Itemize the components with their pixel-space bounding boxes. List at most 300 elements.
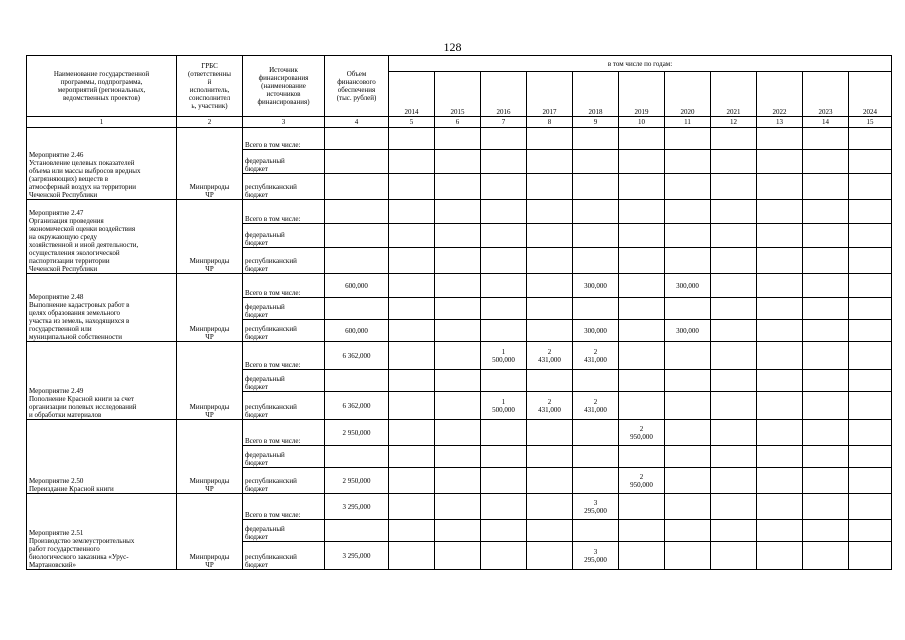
funding-source-text: республиканский бюджет bbox=[245, 183, 297, 199]
year-amount bbox=[803, 224, 849, 248]
year-amount bbox=[849, 274, 892, 298]
year-amount bbox=[619, 392, 665, 420]
year-amount bbox=[665, 392, 711, 420]
year-amount bbox=[389, 420, 435, 446]
year-amount bbox=[527, 446, 573, 468]
year-amount bbox=[711, 274, 757, 298]
year-amount bbox=[481, 174, 527, 200]
funding-source-text: республиканский бюджет bbox=[245, 325, 297, 341]
year-amount: 300,000 bbox=[573, 274, 619, 298]
column-number: 9 bbox=[573, 117, 619, 128]
measure-grbs-text: Минприроды ЧР bbox=[189, 325, 230, 341]
year-amount bbox=[711, 392, 757, 420]
year-amount bbox=[711, 520, 757, 542]
year-amount bbox=[573, 128, 619, 150]
year-amount bbox=[619, 342, 665, 370]
year-amount bbox=[389, 248, 435, 274]
year-amount bbox=[711, 128, 757, 150]
year-amount: 3 295,000 bbox=[573, 542, 619, 570]
header-year: 2016 bbox=[481, 72, 527, 117]
year-amount bbox=[573, 150, 619, 174]
year-amount bbox=[435, 446, 481, 468]
year-amount bbox=[389, 298, 435, 320]
column-number: 7 bbox=[481, 117, 527, 128]
year-amount bbox=[527, 174, 573, 200]
year-amount bbox=[573, 420, 619, 446]
table-row bbox=[27, 420, 892, 446]
column-number: 1 bbox=[27, 117, 177, 128]
year-amount bbox=[803, 320, 849, 342]
year-amount bbox=[803, 174, 849, 200]
measure-grbs-text: Минприроды ЧР bbox=[189, 257, 230, 273]
year-amount bbox=[481, 520, 527, 542]
year-amount bbox=[573, 248, 619, 274]
year-amount bbox=[527, 520, 573, 542]
year-amount bbox=[435, 128, 481, 150]
header-year: 2024 bbox=[849, 72, 892, 117]
year-amount bbox=[757, 128, 803, 150]
year-amount bbox=[389, 128, 435, 150]
year-amount bbox=[481, 248, 527, 274]
year-amount bbox=[757, 520, 803, 542]
year-amount bbox=[481, 468, 527, 494]
funding-volume: 3 295,000 bbox=[325, 494, 389, 520]
year-amount bbox=[849, 392, 892, 420]
funding-source-text: республиканский бюджет bbox=[245, 257, 297, 273]
year-amount bbox=[481, 298, 527, 320]
year-amount bbox=[389, 494, 435, 520]
year-amount: 2 431,000 bbox=[527, 392, 573, 420]
year-amount bbox=[481, 274, 527, 298]
year-amount bbox=[803, 370, 849, 392]
year-amount bbox=[757, 320, 803, 342]
year-amount: 2 950,000 bbox=[619, 420, 665, 446]
measure-grbs-text: Минприроды ЧР bbox=[189, 477, 230, 493]
year-amount bbox=[573, 370, 619, 392]
funding-volume bbox=[325, 174, 389, 200]
measure-grbs-text: Минприроды ЧР bbox=[189, 183, 230, 199]
year-amount bbox=[803, 200, 849, 224]
year-amount bbox=[711, 494, 757, 520]
header-name bbox=[27, 56, 177, 117]
year-amount bbox=[849, 446, 892, 468]
funding-volume bbox=[325, 298, 389, 320]
year-amount bbox=[665, 128, 711, 150]
column-number: 6 bbox=[435, 117, 481, 128]
year-amount bbox=[435, 420, 481, 446]
funding-source bbox=[243, 392, 325, 420]
funding-source bbox=[243, 320, 325, 342]
funding-source-text: республиканский бюджет bbox=[245, 477, 297, 493]
measure-name-text: Мероприятие 2.51 Производство землеустроительных работ государственного биологического заказника «Урус- Мартановский» bbox=[29, 529, 135, 569]
year-amount bbox=[481, 128, 527, 150]
budget-table bbox=[26, 55, 892, 570]
year-amount bbox=[435, 224, 481, 248]
funding-volume: 2 950,000 bbox=[325, 420, 389, 446]
year-amount bbox=[619, 446, 665, 468]
year-amount bbox=[619, 520, 665, 542]
year-amount bbox=[435, 174, 481, 200]
year-amount bbox=[803, 542, 849, 570]
year-amount bbox=[711, 542, 757, 570]
year-amount bbox=[803, 446, 849, 468]
year-amount bbox=[665, 248, 711, 274]
year-amount bbox=[711, 224, 757, 248]
year-amount bbox=[435, 274, 481, 298]
header-volume bbox=[325, 56, 389, 117]
funding-source bbox=[243, 150, 325, 174]
year-amount bbox=[711, 174, 757, 200]
year-amount bbox=[527, 320, 573, 342]
year-amount bbox=[803, 468, 849, 494]
year-amount bbox=[803, 248, 849, 274]
funding-source-text: Всего в том числе: bbox=[245, 141, 301, 149]
year-amount bbox=[849, 248, 892, 274]
year-amount: 300,000 bbox=[665, 274, 711, 298]
column-number: 3 bbox=[243, 117, 325, 128]
year-amount bbox=[435, 542, 481, 570]
measure-grbs bbox=[177, 342, 243, 420]
funding-source-text: Всего в том числе: bbox=[245, 437, 301, 445]
year-amount bbox=[849, 224, 892, 248]
header-year: 2020 bbox=[665, 72, 711, 117]
measure-name bbox=[27, 342, 177, 420]
measure-name-text: Мероприятие 2.47 Организация проведения экономической оценки воздействия на окружающую среду хозяйственной и иной деятельности, осуществления экологической паспортизации территории Чеченской Республики bbox=[29, 209, 139, 273]
header-year: 2021 bbox=[711, 72, 757, 117]
measure-grbs bbox=[177, 200, 243, 274]
table-row bbox=[27, 200, 892, 224]
year-amount bbox=[803, 494, 849, 520]
year-amount: 2 431,000 bbox=[573, 392, 619, 420]
measure-name-text: Мероприятие 2.48 Выполнение кадастровых работ в целях образования земельного участка из земель, находящихся в государственной или муниципальной собственности bbox=[29, 293, 130, 341]
funding-source-text: федеральный бюджет bbox=[245, 303, 285, 319]
funding-volume: 600,000 bbox=[325, 320, 389, 342]
year-amount bbox=[435, 298, 481, 320]
year-amount bbox=[435, 150, 481, 174]
year-amount bbox=[757, 274, 803, 298]
column-number: 10 bbox=[619, 117, 665, 128]
year-amount bbox=[573, 298, 619, 320]
header-year: 2019 bbox=[619, 72, 665, 117]
year-amount bbox=[527, 370, 573, 392]
year-amount bbox=[665, 520, 711, 542]
column-number: 13 bbox=[757, 117, 803, 128]
funding-volume: 6 362,000 bbox=[325, 392, 389, 420]
year-amount bbox=[849, 298, 892, 320]
funding-source-text: федеральный бюджет bbox=[245, 375, 285, 391]
measure-name-text: Мероприятие 2.46 Установление целевых показателей объема или массы выбросов вредных (загрязняющих) веществ в атмосферный воздух на территории Чеченской Республики bbox=[29, 151, 141, 199]
year-amount bbox=[389, 150, 435, 174]
year-amount: 300,000 bbox=[573, 320, 619, 342]
year-amount bbox=[527, 420, 573, 446]
year-amount bbox=[527, 468, 573, 494]
year-amount bbox=[849, 342, 892, 370]
year-amount bbox=[803, 274, 849, 298]
column-number: 2 bbox=[177, 117, 243, 128]
funding-volume bbox=[325, 248, 389, 274]
header-source-text: Источник финансирования (наименование источников финансирования) bbox=[257, 66, 310, 106]
year-amount bbox=[481, 224, 527, 248]
measure-grbs bbox=[177, 274, 243, 342]
year-amount bbox=[665, 342, 711, 370]
year-amount bbox=[389, 520, 435, 542]
year-amount bbox=[619, 248, 665, 274]
year-amount bbox=[849, 420, 892, 446]
year-amount bbox=[803, 392, 849, 420]
year-amount bbox=[481, 446, 527, 468]
year-amount bbox=[665, 446, 711, 468]
year-amount bbox=[803, 342, 849, 370]
year-amount bbox=[757, 542, 803, 570]
year-amount bbox=[849, 200, 892, 224]
measure-name-text: Мероприятие 2.49 Пополнение Красной книги за счет организации полевых исследований и обработки материалов bbox=[29, 387, 137, 419]
funding-source bbox=[243, 128, 325, 150]
year-amount bbox=[573, 446, 619, 468]
year-amount bbox=[389, 468, 435, 494]
year-amount bbox=[757, 446, 803, 468]
column-number: 4 bbox=[325, 117, 389, 128]
year-amount bbox=[757, 150, 803, 174]
year-amount bbox=[573, 200, 619, 224]
column-number: 8 bbox=[527, 117, 573, 128]
year-amount bbox=[435, 320, 481, 342]
funding-source-text: федеральный бюджет bbox=[245, 157, 285, 173]
year-amount bbox=[803, 150, 849, 174]
year-amount bbox=[481, 200, 527, 224]
funding-source bbox=[243, 542, 325, 570]
year-amount bbox=[757, 370, 803, 392]
header-name-text: Наименование государственной программы, подпрограмма, мероприятий (региональных, ведомственных проектов) bbox=[53, 70, 150, 102]
measure-grbs bbox=[177, 128, 243, 200]
header-grbs bbox=[177, 56, 243, 117]
funding-source bbox=[243, 420, 325, 446]
funding-source bbox=[243, 248, 325, 274]
year-amount bbox=[527, 248, 573, 274]
year-amount bbox=[389, 274, 435, 298]
year-amount bbox=[711, 468, 757, 494]
year-amount bbox=[665, 150, 711, 174]
year-amount bbox=[527, 298, 573, 320]
year-amount bbox=[711, 248, 757, 274]
funding-source bbox=[243, 200, 325, 224]
year-amount bbox=[435, 494, 481, 520]
year-amount bbox=[481, 542, 527, 570]
table-row bbox=[27, 128, 892, 150]
year-amount bbox=[619, 150, 665, 174]
year-amount bbox=[803, 420, 849, 446]
funding-source-text: Всего в том числе: bbox=[245, 361, 301, 369]
year-amount bbox=[619, 320, 665, 342]
year-amount bbox=[389, 392, 435, 420]
year-amount bbox=[527, 150, 573, 174]
funding-volume: 600,000 bbox=[325, 274, 389, 298]
year-amount bbox=[389, 446, 435, 468]
year-amount bbox=[527, 128, 573, 150]
measure-name bbox=[27, 494, 177, 570]
table-row bbox=[27, 274, 892, 298]
year-amount bbox=[481, 150, 527, 174]
funding-volume bbox=[325, 200, 389, 224]
year-amount bbox=[619, 200, 665, 224]
year-amount bbox=[573, 468, 619, 494]
column-number: 11 bbox=[665, 117, 711, 128]
year-amount bbox=[527, 200, 573, 224]
header-year: 2014 bbox=[389, 72, 435, 117]
year-amount: 2 431,000 bbox=[527, 342, 573, 370]
year-amount bbox=[849, 494, 892, 520]
year-amount bbox=[711, 200, 757, 224]
year-amount bbox=[665, 298, 711, 320]
measure-name bbox=[27, 200, 177, 274]
year-amount bbox=[619, 274, 665, 298]
funding-source bbox=[243, 342, 325, 370]
year-amount bbox=[665, 370, 711, 392]
funding-source bbox=[243, 494, 325, 520]
header-source bbox=[243, 56, 325, 117]
header-by-year: в том числе по годам: bbox=[389, 56, 892, 72]
year-amount bbox=[665, 224, 711, 248]
year-amount bbox=[435, 370, 481, 392]
year-amount bbox=[757, 200, 803, 224]
year-amount bbox=[619, 370, 665, 392]
year-amount bbox=[803, 128, 849, 150]
header-year: 2022 bbox=[757, 72, 803, 117]
year-amount: 2 950,000 bbox=[619, 468, 665, 494]
funding-source bbox=[243, 224, 325, 248]
year-amount bbox=[619, 224, 665, 248]
year-amount bbox=[711, 342, 757, 370]
header-year: 2015 bbox=[435, 72, 481, 117]
table-row bbox=[27, 342, 892, 370]
funding-source bbox=[243, 520, 325, 542]
funding-volume: 3 295,000 bbox=[325, 542, 389, 570]
year-amount bbox=[665, 420, 711, 446]
funding-source-text: федеральный бюджет bbox=[245, 451, 285, 467]
year-amount bbox=[711, 298, 757, 320]
funding-source bbox=[243, 446, 325, 468]
year-amount bbox=[711, 150, 757, 174]
year-amount bbox=[665, 200, 711, 224]
year-amount bbox=[527, 224, 573, 248]
year-amount bbox=[619, 174, 665, 200]
year-amount bbox=[389, 542, 435, 570]
table-row bbox=[27, 494, 892, 520]
year-amount: 300,000 bbox=[665, 320, 711, 342]
year-amount bbox=[757, 224, 803, 248]
year-amount bbox=[849, 370, 892, 392]
year-amount bbox=[711, 370, 757, 392]
year-amount bbox=[389, 200, 435, 224]
year-amount bbox=[435, 342, 481, 370]
column-number: 15 bbox=[849, 117, 892, 128]
measure-name bbox=[27, 420, 177, 494]
funding-source-text: Всего в том числе: bbox=[245, 511, 301, 519]
year-amount bbox=[389, 174, 435, 200]
year-amount bbox=[849, 520, 892, 542]
page-number: 128 bbox=[443, 40, 462, 54]
year-amount bbox=[665, 468, 711, 494]
year-amount bbox=[389, 320, 435, 342]
funding-source bbox=[243, 298, 325, 320]
funding-source bbox=[243, 274, 325, 298]
measure-grbs-text: Минприроды ЧР bbox=[189, 553, 230, 569]
year-amount bbox=[573, 224, 619, 248]
year-amount bbox=[527, 494, 573, 520]
year-amount bbox=[481, 320, 527, 342]
year-amount bbox=[573, 174, 619, 200]
year-amount: 2 431,000 bbox=[573, 342, 619, 370]
funding-volume bbox=[325, 128, 389, 150]
funding-source bbox=[243, 174, 325, 200]
year-amount bbox=[573, 520, 619, 542]
year-amount bbox=[757, 420, 803, 446]
year-amount bbox=[849, 468, 892, 494]
year-amount bbox=[619, 298, 665, 320]
funding-source-text: Всего в том числе: bbox=[245, 289, 301, 297]
header-year: 2018 bbox=[573, 72, 619, 117]
year-amount bbox=[389, 342, 435, 370]
column-number: 5 bbox=[389, 117, 435, 128]
year-amount: 3 295,000 bbox=[573, 494, 619, 520]
year-amount bbox=[711, 446, 757, 468]
year-amount bbox=[849, 150, 892, 174]
year-amount bbox=[849, 542, 892, 570]
funding-volume: 2 950,000 bbox=[325, 468, 389, 494]
year-amount bbox=[757, 248, 803, 274]
year-amount bbox=[435, 248, 481, 274]
year-amount: 1 500,000 bbox=[481, 342, 527, 370]
column-number: 12 bbox=[711, 117, 757, 128]
measure-grbs bbox=[177, 494, 243, 570]
year-amount bbox=[757, 494, 803, 520]
measure-grbs bbox=[177, 420, 243, 494]
year-amount bbox=[803, 520, 849, 542]
measure-name bbox=[27, 274, 177, 342]
year-amount bbox=[711, 320, 757, 342]
year-amount bbox=[481, 420, 527, 446]
year-amount bbox=[435, 392, 481, 420]
header-year: 2017 bbox=[527, 72, 573, 117]
year-amount bbox=[757, 174, 803, 200]
year-amount bbox=[527, 274, 573, 298]
year-amount bbox=[849, 128, 892, 150]
funding-source-text: республиканский бюджет bbox=[245, 403, 297, 419]
year-amount bbox=[757, 298, 803, 320]
year-amount bbox=[481, 370, 527, 392]
year-amount bbox=[527, 542, 573, 570]
year-amount bbox=[619, 542, 665, 570]
year-amount bbox=[665, 494, 711, 520]
year-amount bbox=[435, 200, 481, 224]
year-amount bbox=[757, 342, 803, 370]
measure-grbs-text: Минприроды ЧР bbox=[189, 403, 230, 419]
funding-volume bbox=[325, 224, 389, 248]
year-amount bbox=[849, 320, 892, 342]
funding-source-text: Всего в том числе: bbox=[245, 215, 301, 223]
year-amount bbox=[435, 468, 481, 494]
year-amount bbox=[619, 128, 665, 150]
header-year: 2023 bbox=[803, 72, 849, 117]
year-amount bbox=[803, 298, 849, 320]
funding-volume bbox=[325, 520, 389, 542]
year-amount bbox=[757, 392, 803, 420]
funding-source bbox=[243, 370, 325, 392]
funding-volume bbox=[325, 446, 389, 468]
funding-volume bbox=[325, 370, 389, 392]
measure-name bbox=[27, 128, 177, 200]
column-number: 14 bbox=[803, 117, 849, 128]
year-amount bbox=[665, 542, 711, 570]
